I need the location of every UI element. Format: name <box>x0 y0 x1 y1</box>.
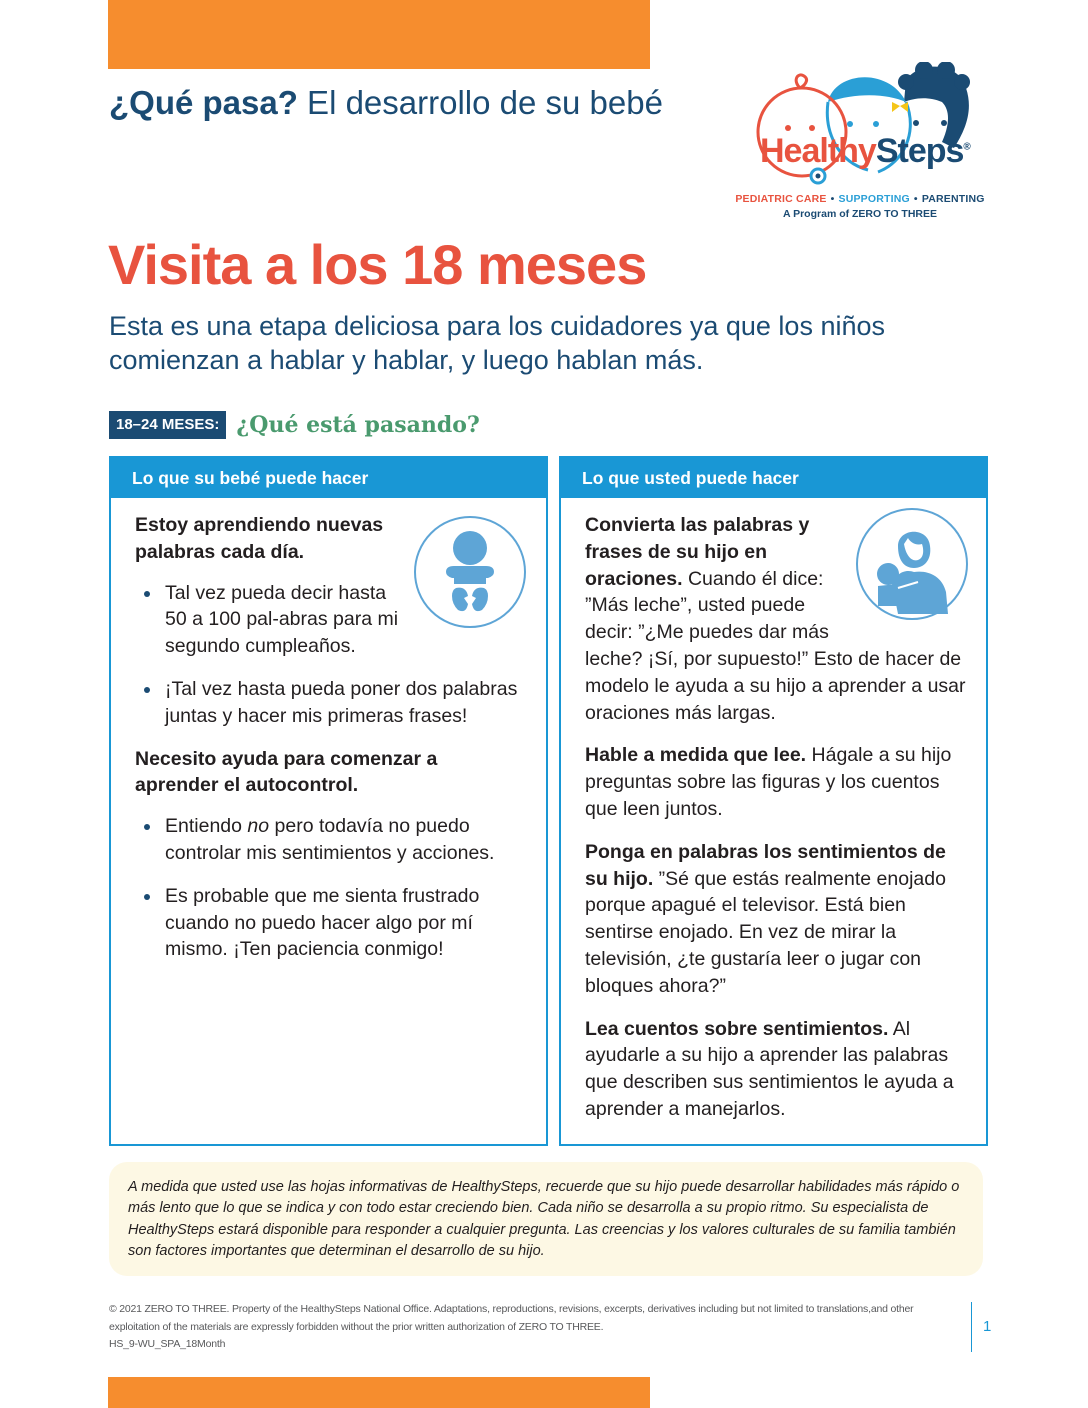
document-code: HS_9-WU_SPA_18Month <box>109 1338 226 1350</box>
logo-faces-icon <box>728 62 992 192</box>
baby-can-do-column <box>109 456 548 1146</box>
logo-subline: A Program of ZERO TO THREE <box>782 208 937 220</box>
parent-holding-child-icon <box>856 508 968 620</box>
group-title: Necesito ayuda para comenzar a aprender el autocontrol. <box>135 747 438 797</box>
tip-paragraph <box>585 742 968 822</box>
tagline-parenting: PARENTING <box>921 193 985 205</box>
development-note: A medida que usted use las hojas informativas de HealthySteps, recuerde que su hijo puede desarrollar habilidades más rápido o más lento que lo que se indica y con todo estar creciendo bien. Cada niño se desarrolla a su propio ritmo. Su especialista de HealthySteps estará disponible para responder a cualquier pregunta. Las creencias y los valores culturales de su familia también son factores importantes que determinan el desarrollo de su hijo. <box>109 1162 983 1276</box>
kicker-bold: ¿Qué pasa? <box>109 84 298 121</box>
top-accent-bar <box>108 0 650 69</box>
list-item-text: Entiendo <box>165 815 248 838</box>
column-heading: Lo que usted puede hacer <box>561 458 986 498</box>
group-title: Estoy aprendiendo nuevas palabras cada día. <box>135 514 384 563</box>
tagline-pediatric: PEDIATRIC CARE <box>735 193 827 205</box>
list-item <box>165 813 526 867</box>
list-item: ¡Tal vez hasta pueda poner dos palabras juntas y hacer mis primeras frases! <box>165 676 526 730</box>
tip-title: Lea cuentos sobre sentimientos. <box>585 1017 889 1040</box>
column-body <box>111 498 546 963</box>
tip-paragraph <box>585 1016 968 1123</box>
copyright-text: © 2021 ZERO TO THREE. Property of the HealthySteps National Office. Adaptations, reproductions, revisions, excerpts, derivatives including but not limited to translations,and other exploitation of the materials are expressly forbidden without the prior written authorization of ZERO TO THREE. <box>109 1303 914 1333</box>
tip-title: Hable a medida que lee. <box>585 744 807 767</box>
page-title: Visita a los 18 meses <box>108 233 647 296</box>
tip-text: ”Sé que estás realmente enojado porque apagué el televisor. Está bien sentirse enojado. En vez de mirar la televisión, ¿te gustaría leer o jugar con bloques ahora?” <box>585 867 946 997</box>
page-kicker <box>109 84 669 122</box>
tagline-separator: • <box>913 193 918 205</box>
list-item-emphasis: no <box>247 815 270 838</box>
list-item: Tal vez pueda decir hasta 50 a 100 pal-abras para mi segundo cumpleaños. <box>165 580 427 660</box>
healthysteps-logo <box>728 62 992 222</box>
kicker-rest: El desarrollo de su bebé <box>297 84 663 121</box>
list-item: Es probable que me sienta frustrado cuando no puedo hacer algo por mí mismo. ¡Ten paciencia conmigo! <box>165 883 526 963</box>
page-number: 1 <box>983 1318 992 1335</box>
bottom-accent-bar <box>108 1377 650 1408</box>
tagline-separator: • <box>830 193 835 205</box>
logo-wordmark <box>760 132 970 171</box>
logo-registered-mark: ® <box>963 141 970 153</box>
column-body <box>561 498 986 1123</box>
you-can-do-column <box>559 456 988 1146</box>
tip-title: Ponga en palabras los sentimientos de su hijo. <box>585 840 946 890</box>
tip-text: Hágale a su hijo preguntas sobre las figuras y los cuentos que leen juntos. <box>585 744 952 820</box>
footer <box>109 1301 929 1354</box>
tip-paragraph <box>585 839 968 1000</box>
bullet-list <box>135 813 526 963</box>
logo-tagline <box>728 193 992 205</box>
tip-title: Convierta las palabras y frases de su hijo en oraciones. <box>585 514 810 590</box>
logo-word-healthy: Healthy <box>760 132 876 170</box>
tip-text: Cuando él dice: ”Más leche”, usted puede decir: ”¿Me puedes dar más leche? ¡Sí, por supuesto!” Esto de hacer de modelo le ayuda a su hijo a aprender a usar oraciones más largas. <box>585 567 966 724</box>
age-badge: 18–24 MESES: <box>109 411 226 439</box>
baby-icon <box>414 516 526 628</box>
logo-word-steps: Steps <box>875 132 964 170</box>
age-question: ¿Qué está pasando? <box>236 411 480 438</box>
tagline-supporting: SUPPORTING <box>838 193 910 205</box>
list-item-text: pero todavía no puedo controlar mis sentimientos y acciones. <box>165 815 495 864</box>
tip-text: Al ayudarle a su hijo a aprender las palabras que describen sus sentimientos le ayuda a aprender a manejarlos. <box>585 1017 954 1120</box>
intro-text: Esta es una etapa deliciosa para los cuidadores ya que los niños comienzan a hablar y hablar, y luego hablan más. <box>109 311 885 375</box>
column-heading: Lo que su bebé puede hacer <box>111 458 546 498</box>
page-number-divider <box>971 1302 972 1352</box>
age-section-header <box>109 410 480 439</box>
